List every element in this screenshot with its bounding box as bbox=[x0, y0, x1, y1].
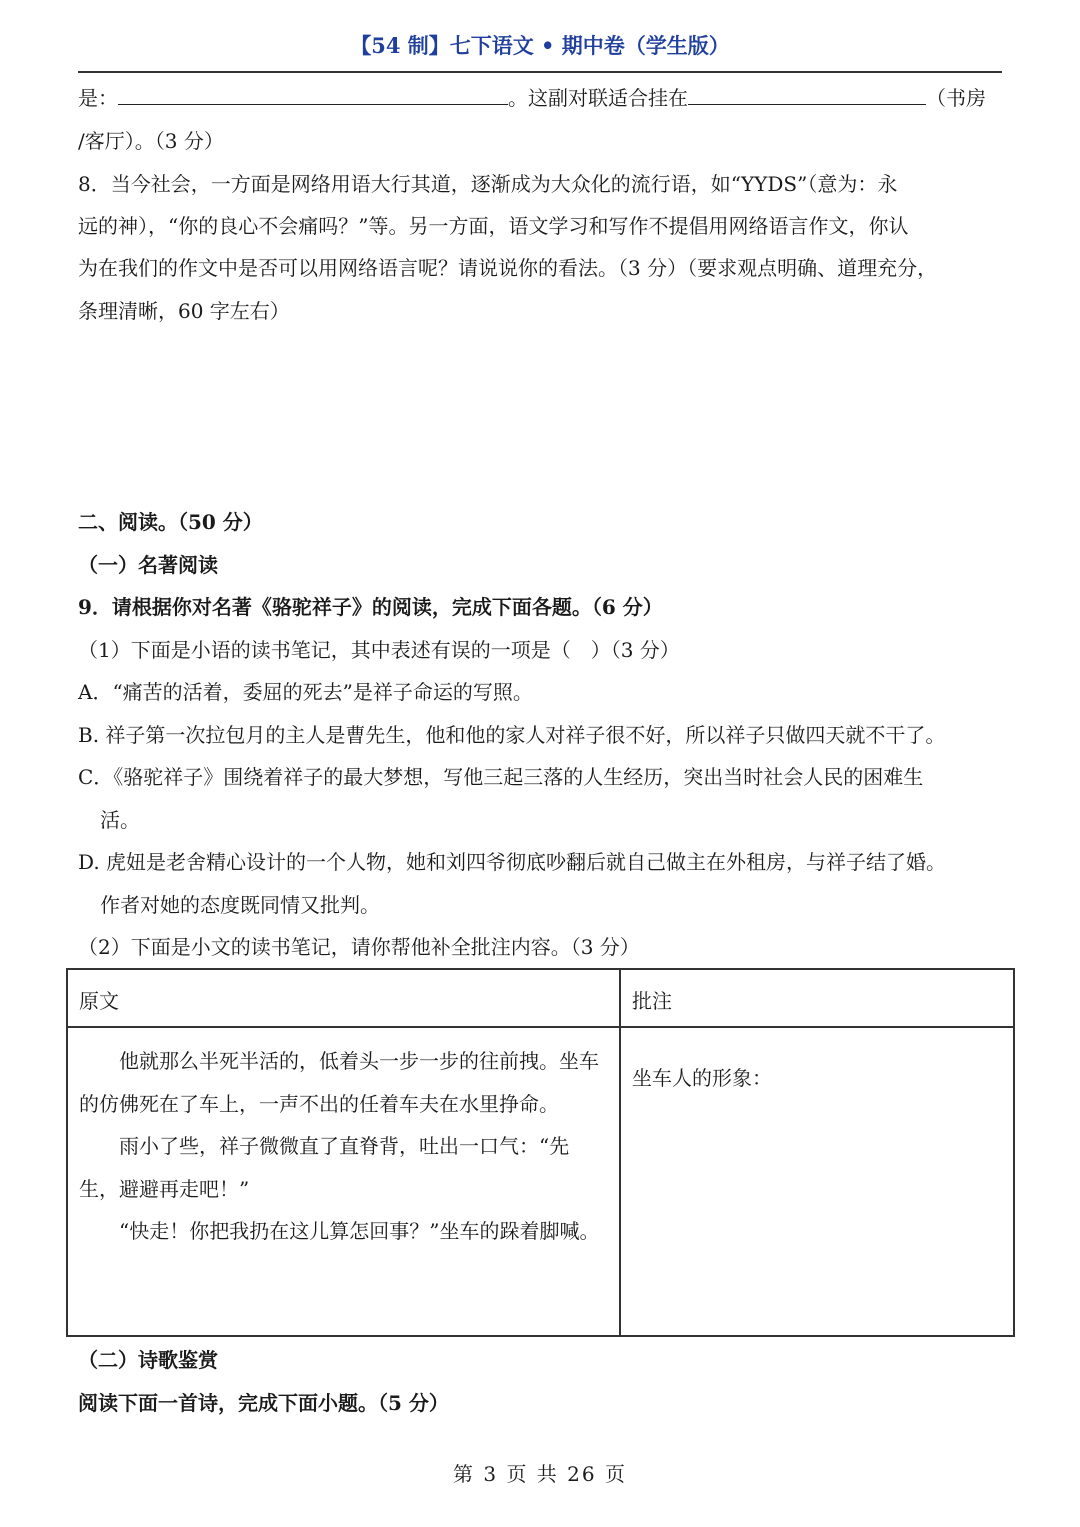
q7-mid: 。这副对联适合挂在 bbox=[508, 86, 688, 110]
page-header: 【54 制】七下语文 • 期中卷（学生版） bbox=[350, 33, 730, 58]
q8-line1: 8．当今社会，一方面是网络用语大行其道，逐渐成为大众化的流行语，如“YYDS”（意为：永 bbox=[78, 172, 898, 196]
part2-title: （二）诗歌鉴赏 bbox=[78, 1348, 218, 1372]
q8-line2: 远的神），“你的良心不会痛吗？”等。另一方面，语文学习和写作不提倡用网络语言作文，你认 bbox=[78, 214, 909, 238]
poem-intro: 阅读下面一首诗，完成下面小题。（5 分） bbox=[78, 1391, 449, 1415]
part1-title: （一）名著阅读 bbox=[78, 553, 218, 577]
note-answer-cell[interactable] bbox=[620, 1027, 1014, 1336]
header-divider bbox=[78, 71, 1002, 73]
q9-sub2: （2）下面是小文的读书笔记，请你帮他补全批注内容。（3 分） bbox=[78, 935, 640, 959]
q8-line4: 条理清晰，60 字左右） bbox=[78, 299, 290, 323]
answer-blank-1[interactable] bbox=[118, 84, 508, 105]
q7-suffix: （书房 bbox=[926, 86, 986, 110]
original-text-cell bbox=[67, 1027, 620, 1336]
original-paragraph-3: “快走！你把我扔在这儿算怎回事？”坐车的跺着脚喊。 bbox=[119, 1219, 600, 1243]
page-number: 第 3 页 共 26 页 bbox=[453, 1462, 627, 1486]
original-paragraph-2: 雨小了些，祥子微微直了直脊背，吐出一口气：“先生，避避再走吧！” bbox=[79, 1134, 570, 1201]
q9-option-c-line1: C．《骆驼祥子》围绕着祥子的最大梦想，写他三起三落的人生经历，突出当时社会人民的困难生 bbox=[78, 765, 924, 789]
original-paragraph-1: 他就那么半死半活的，低着头一步一步的往前拽。坐车的仿佛死在了车上，一声不出的任着车夫在水里挣命。 bbox=[79, 1049, 599, 1116]
q7-line2: /客厅）。（3 分） bbox=[78, 129, 224, 153]
q9-option-d-line2: 作者对她的态度既同情又批判。 bbox=[100, 893, 380, 917]
answer-blank-2[interactable] bbox=[688, 84, 926, 105]
q9-sub1: （1）下面是小语的读书笔记，其中表述有误的一项是（ ）（3 分） bbox=[78, 638, 680, 662]
note-prompt: 坐车人的形象： bbox=[632, 1066, 772, 1090]
reading-notes-table bbox=[66, 968, 1015, 1337]
q9-title: 9．请根据你对名著《骆驼祥子》的阅读，完成下面各题。（6 分） bbox=[78, 595, 663, 619]
table-header-original: 原文 bbox=[67, 969, 620, 1027]
q9-option-a: A．“痛苦的活着，委屈的死去”是祥子命运的写照。 bbox=[78, 680, 533, 704]
q7-answer-line bbox=[78, 84, 1002, 112]
q9-option-d-line1: D. 虎妞是老舍精心设计的一个人物，她和刘四爷彻底吵翻后就自己做主在外租房，与祥子结了婚。 bbox=[78, 850, 947, 874]
q9-option-c-line2: 活。 bbox=[100, 808, 140, 832]
section2-title: 二、阅读。（50 分） bbox=[78, 510, 263, 534]
q7-prefix: 是： bbox=[78, 86, 118, 110]
q8-line3: 为在我们的作文中是否可以用网络语言呢？请说说你的看法。（3 分）（要求观点明确、道理充分， bbox=[78, 256, 938, 280]
q9-option-b: B. 祥子第一次拉包月的主人是曹先生，他和他的家人对祥子很不好，所以祥子只做四天就不干了。 bbox=[78, 723, 946, 747]
table-header-note: 批注 bbox=[620, 969, 1014, 1027]
